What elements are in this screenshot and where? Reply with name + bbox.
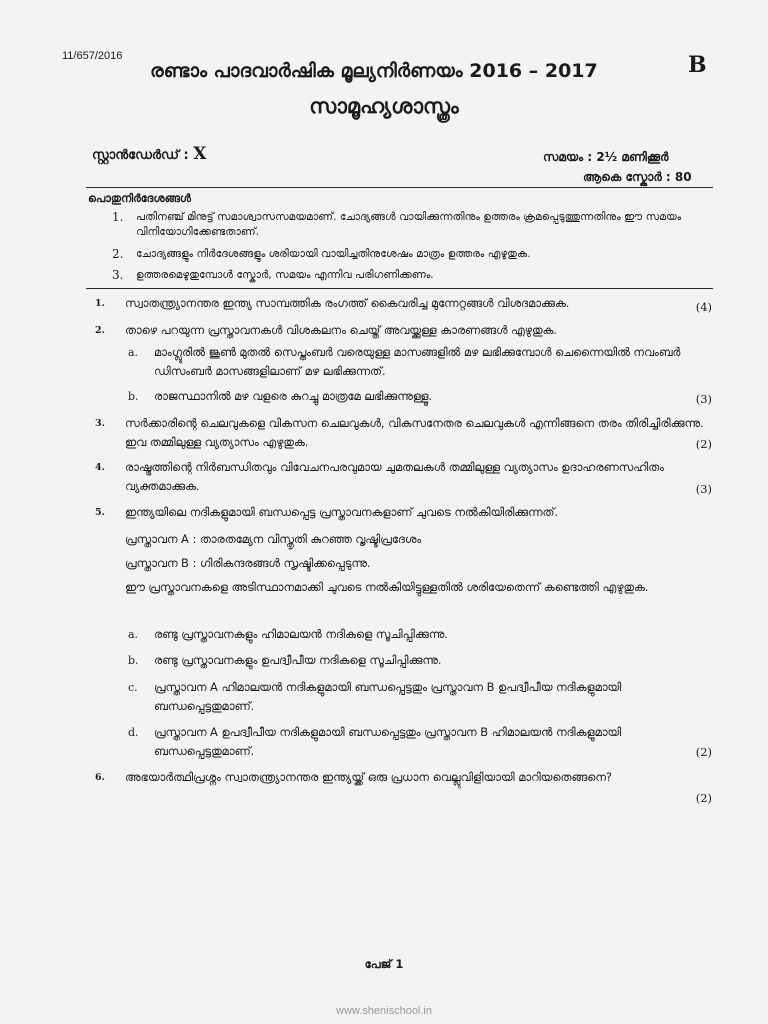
q5-option-a: a. രണ്ടു പ്രസ്താവനകളും ഹിമാലയൻ നദികളെ സൂചിപ്പിക്കുന്നു. <box>128 627 448 641</box>
exam-title: രണ്ടാം പാദവാർഷിക മൂല്യനിർണയം 2016 – 2017 <box>150 60 598 82</box>
paper-version: B <box>688 52 707 78</box>
instruction-item: 2. ചോദ്യങ്ങളും നിർദേശങ്ങളും ശരിയായി വായിച്ചതിനുശേഷം മാത്രം ഉത്തരം എഴുതുക. <box>112 247 531 261</box>
q5-option-b: b. രണ്ടു പ്രസ്താവനകളും ഉപദ്വീപീയ നദികളെ സൂചിപ്പിക്കുന്നു. <box>128 653 442 667</box>
q5-option-d: d. പ്രസ്താവന A ഉപദ്വീപീയ നദികളുമായി ബന്ധപ്പെട്ടതും പ്രസ്താവന B ഹിമാലയൻ നദികളുമായി ബന്ധപ്പെട്ടതുമാണ്. <box>128 725 622 758</box>
standard-line <box>92 144 206 164</box>
question-4: 4. രാഷ്ട്രത്തിന്റെ നിർബന്ധിതവും വിവേചനപരവുമായ ചുമതലകൾ തമ്മിലുള്ള വ്യത്യാസം ഉദാഹരണസഹിതം വ്യക്തമാക്കുക. <box>95 460 664 493</box>
instructions-divider <box>86 288 713 289</box>
exam-time: സമയം : 2½ മണിക്കൂർ <box>543 150 669 164</box>
standard-value: X <box>193 144 207 164</box>
q2-part-a: a. മാംഗ്ലൂരിൽ ജൂൺ മുതൽ സെപ്തംബർ വരെയുള്ള മാസങ്ങളിൽ മഴ ലഭിക്കുമ്പോൾ ചെന്നൈയിൽ നവംബർ ഡിസംബർ മാസങ്ങളിലാണ് മഴ ലഭിക്കുന്നത്. <box>128 345 681 378</box>
q2-part-b: b. രാജസ്ഥാനിൽ മഴ വളരെ കുറച്ചു മാത്രമേ ലഭിക്കുന്നുള്ളൂ. <box>128 389 433 403</box>
standard-label: സ്റ്റാൻഡേർഡ് : <box>92 148 189 163</box>
q4-mark: (3) <box>695 482 712 496</box>
watermark: www.shenischool.in <box>336 1005 432 1017</box>
page-number: പേജ് 1 <box>364 957 404 971</box>
q1-mark: (4) <box>695 300 712 314</box>
q2-mark: (3) <box>695 392 712 406</box>
subject-title: സാമൂഹ്യശാസ്ത്രം <box>309 94 459 118</box>
q5-option-c: c. പ്രസ്താവന A ഹിമാലയൻ നദികളുമായി ബന്ധപ്പെട്ടതും പ്രസ്താവന B ഉപദ്വീപീയ നദികളുമായി ബന്ധപ്പെട്ടതുമാണ്. <box>128 680 622 713</box>
q3-mark: (2) <box>695 437 712 451</box>
q6-mark: (2) <box>695 791 712 805</box>
instruction-item: 1. പതിനഞ്ച് മിനുട്ട് സമാശ്വാസസമയമാണ്. ചോദ്യങ്ങൾ വായിക്കുന്നതിനും ഉത്തരം ക്രമപ്പെടുത്തുന്നതിനും ഈ സമയം വിനിയോഗിക്കേണ്ടതാണ്. <box>112 210 682 238</box>
q5-statement-a: പ്രസ്താവന A : താരതമ്യേന വിസ്തൃതി കുറഞ്ഞ വൃഷ്ടിപ്രദേശം <box>125 532 422 546</box>
q5-statement-b: പ്രസ്താവന B : ഗിരികന്ദരങ്ങൾ സൃഷ്ടിക്കപ്പെടുന്നു. <box>125 556 371 570</box>
total-score: ആകെ സ്കോർ : 80 <box>583 170 692 184</box>
question-1: 1. സ്വാതന്ത്ര്യാനന്തര ഇന്ത്യ സാമ്പത്തിക രംഗത്ത് കൈവരിച്ച മുന്നേറ്റങ്ങൾ വിശദമാക്കുക. <box>95 296 570 310</box>
instruction-item: 3. ഉത്തരമെഴുതുമ്പോൾ സ്കോർ, സമയം എന്നിവ പരിഗണിക്കണം. <box>112 268 434 282</box>
question-2: 2. താഴെ പറയുന്ന പ്രസ്താവനകൾ വിശകലനം ചെയ്ത് അവയ്ക്കുള്ള കാരണങ്ങൾ എഴുതുക. <box>95 323 558 337</box>
q5-instruction: ഈ പ്രസ്താവനകളെ അടിസ്ഥാനമാക്കി ചുവടെ നൽകിയിട്ടുള്ളതിൽ ശരിയേതെന്ന് കണ്ടെത്തി എഴുതുക. <box>125 580 649 594</box>
header-divider <box>86 187 713 188</box>
q5-mark: (2) <box>695 745 712 759</box>
question-5: 5. ഇന്ത്യയിലെ നദികളുമായി ബന്ധപ്പെട്ട പ്രസ്താവനകളാണ് ചുവടെ നൽകിയിരിക്കുന്നത്. <box>95 505 559 519</box>
question-6: 6. അഭയാർത്ഥിപ്രശ്നം സ്വാതന്ത്ര്യാനന്തര ഇന്ത്യയ്ക്ക് ഒരു പ്രധാന വെല്ലുവിളിയായി മാറിയതെങ്ങനെ? <box>95 770 612 784</box>
instructions-heading: പൊതുനിർദേശങ്ങൾ <box>88 192 191 205</box>
paper-code: 11/657/2016 <box>62 50 123 62</box>
question-3: 3. സർക്കാരിന്റെ ചെലവുകളെ വികസന ചെലവുകൾ, വികസനേതര ചെലവുകൾ എന്നിങ്ങനെ തരം തിരിച്ചിരിക്കുന്നു. ഇവ തമ്മിലുള്ള വ്യത്യാസം എഴുതുക. <box>95 416 704 449</box>
